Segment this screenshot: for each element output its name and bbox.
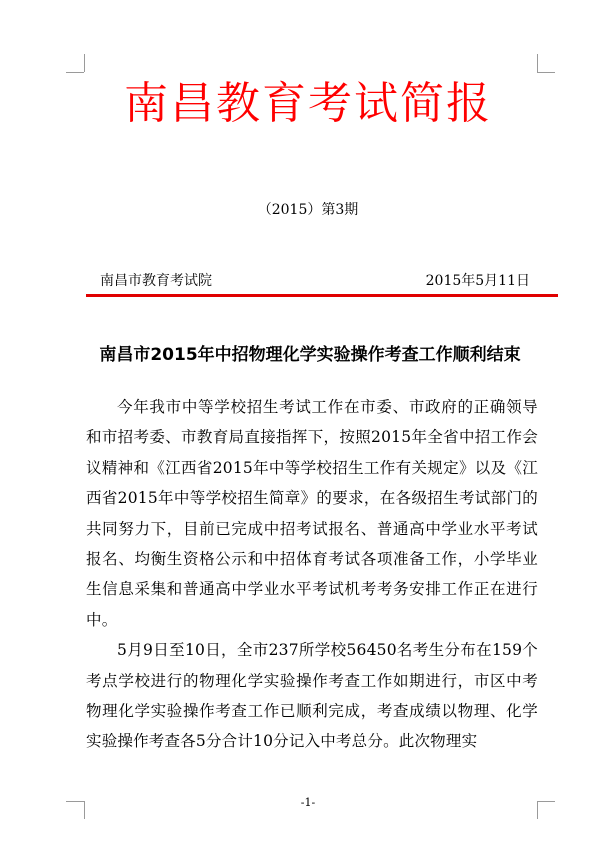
publisher-name: 南昌市教育考试院 <box>100 273 212 289</box>
crop-mark-top-left-h <box>66 72 84 73</box>
crop-mark-top-right-v <box>537 54 538 72</box>
page-number: -1- <box>300 796 316 809</box>
masthead-title: 南昌教育考试简报 <box>124 78 492 129</box>
crop-mark-top-right-h <box>537 72 555 73</box>
crop-mark-top-left-v <box>84 54 85 72</box>
body-paragraph-1: 今年我市中等学校招生考试工作在市委、市政府的正确领导和市招考委、市教育局直接指挥下，按照2015年全省中招工作会议精神和《江西省2015年中等学校招生工作有关规定》以及《江西省2015年中等学校招生简章》的要求，在各级招生考试部门的共同努力下，目前已完成中招考试报名、普通高中学业水平考试报名、均衡生资格公示和中招体育考试各项准备工作，小学毕业生信息采集和普通高中学业水平考试机考考务安排工作正在进行中。 <box>86 398 538 629</box>
body-paragraph-2: 5月9日至10日，全市237所学校56450名考生分布在159个考点学校进行的物理化学实验操作考查工作如期进行，市区中考物理化学实验操作考查工作已顺利完成，考查成绩以物理、化学实验操作考查各5分合计10分记入中考总分。此次物理实 <box>86 641 538 751</box>
publish-date: 2015年5月11日 <box>425 273 530 289</box>
article-body <box>86 392 538 757</box>
red-divider-rule <box>86 294 558 297</box>
article-headline: 南昌市2015年中招物理化学实验操作考查工作顺利结束 <box>99 345 521 365</box>
issue-number: （2015）第3期 <box>257 202 359 218</box>
publisher-date-row <box>100 270 530 292</box>
